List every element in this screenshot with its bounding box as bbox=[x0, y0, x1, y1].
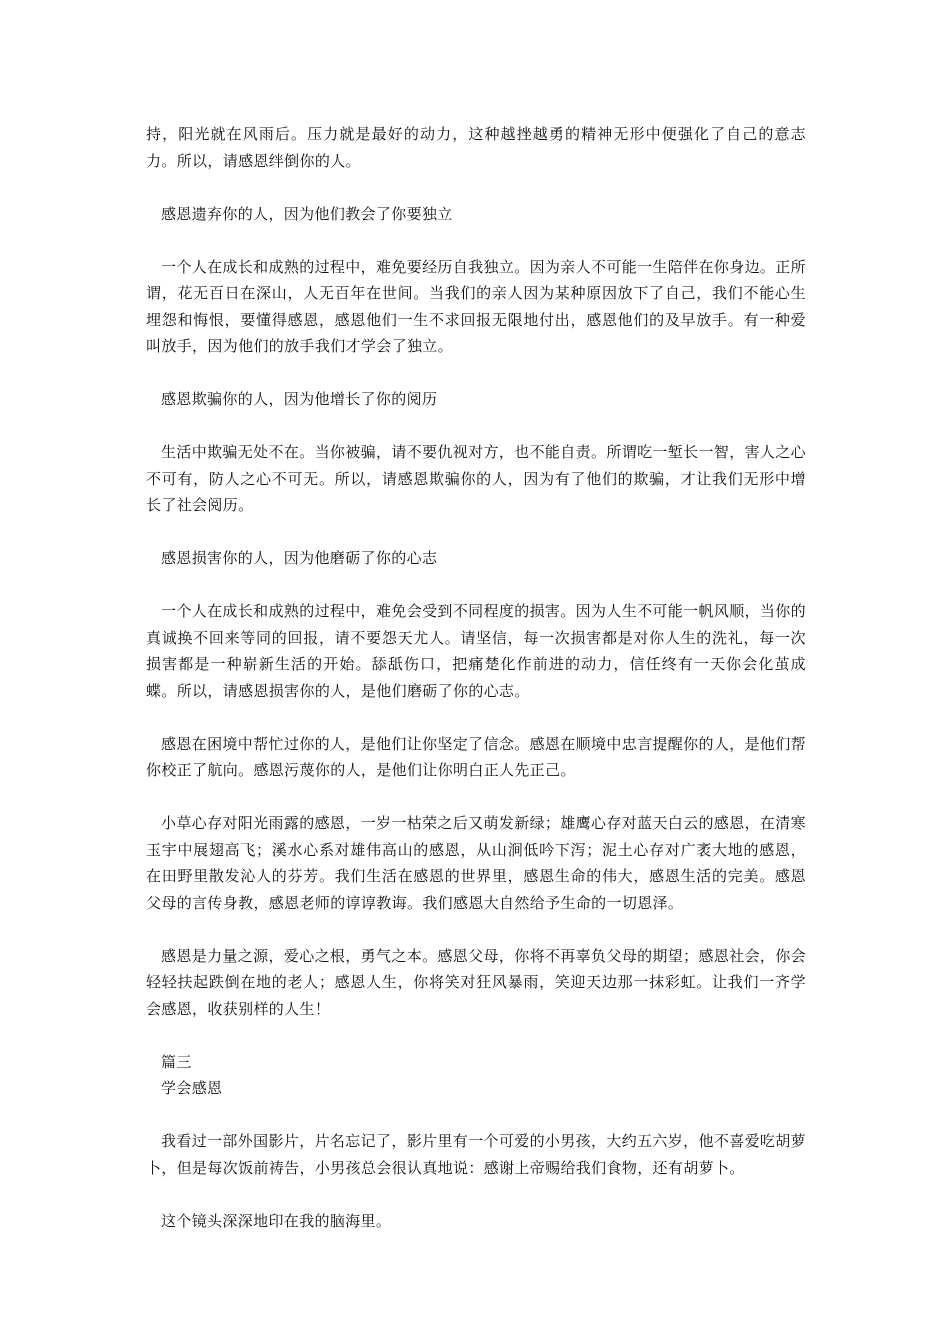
chapter-label: 篇三 bbox=[161, 1052, 192, 1071]
paragraph-abandon: 一个人在成长和成熟的过程中，难免要经历自我独立。因为亲人不可能一生陪伴在你身边。正所谓，花无百日在深山，人无百年在世间。当我们的亲人因为某种原因放下了自己，我们不能心生埋怨和悔恨，要懂得感恩，感恩他们一生不求回报无限地付出，感恩他们的及早放手。有一种爱叫放手，因为他们的放手我们才学会了独立。 bbox=[146, 257, 806, 355]
paragraph-continuation: 持，阳光就在风雨后。压力就是最好的动力，这种越挫越勇的精神无形中便强化了自己的意志力。所以，请感恩绊倒你的人。 bbox=[146, 125, 806, 170]
section-heading-deceive: 感恩欺骗你的人，因为他增长了你的阅历 bbox=[161, 390, 438, 408]
paragraph-deceive: 生活中欺骗无处不在。当你被骗，请不要仇视对方，也不能自责。所谓吃一堑长一智，害人之心不可有，防人之心不可无。所以，请感恩欺骗你的人，因为有了他们的欺骗，才让我们无形中增长了社会阅历。 bbox=[146, 443, 806, 514]
paragraph-adversity: 感恩在困境中帮忙过你的人，是他们让你坚定了信念。感恩在顺境中忠言提醒你的人，是他们帮你校正了航向。感恩污蔑你的人，是他们让你明白正人先正己。 bbox=[146, 734, 806, 779]
section-heading-harm: 感恩损害你的人，因为他磨砺了你的心志 bbox=[161, 549, 438, 567]
chapter-title: 学会感恩 bbox=[161, 1079, 223, 1097]
section-heading-abandon: 感恩遗弃你的人，因为他们教会了你要独立 bbox=[161, 204, 453, 223]
paragraph-power: 感恩是力量之源，爱心之根，勇气之本。感恩父母，你将不再辜负父母的期望；感恩社会，你会轻轻扶起跌倒在地的老人；感恩人生，你将笑对狂风暴雨，笑迎天边那一抹彩虹。让我们一齐学会感恩，收获别样的人生！ bbox=[146, 946, 806, 1018]
paragraph-film: 我看过一部外国影片，片名忘记了，影片里有一个可爱的小男孩，大约五六岁，他不喜爱吃胡萝卜，但是每次饭前祷告，小男孩总会很认真地说：感谢上帝赐给我们食物，还有胡萝卜。 bbox=[146, 1132, 806, 1177]
document-page bbox=[146, 121, 806, 1261]
paragraph-nature: 小草心存对阳光雨露的感恩，一岁一枯荣之后又萌发新绿；雄鹰心存对蓝天白云的感恩，在清寒玉宇中展翅高飞；溪水心系对雄伟高山的感恩，从山涧低吟下泻；泥土心存对广袤大地的感恩，在田野里散发沁人的芬芳。我们生活在感恩的世界里，感恩生命的伟大，感恩生活的完美。感恩父母的言传身教，感恩老师的谆谆教诲。我们感恩大自然给予生命的一切恩泽。 bbox=[146, 814, 806, 912]
paragraph-harm: 一个人在成长和成熟的过程中，难免会受到不同程度的损害。因为人生不可能一帆风顺，当你的真诚换不回来等同的回报，请不要怨天尤人。请坚信，每一次损害都是对你人生的洗礼，每一次损害都是一种崭新生活的开始。舔舐伤口，把痛楚化作前进的动力，信任终有一天你会化茧成蝶。所以，请感恩损害你的人，是他们磨砺了你的心志。 bbox=[146, 602, 806, 700]
chapter-header bbox=[146, 1049, 806, 1102]
paragraph-memory: 这个镜头深深地印在我的脑海里。 bbox=[161, 1211, 392, 1230]
